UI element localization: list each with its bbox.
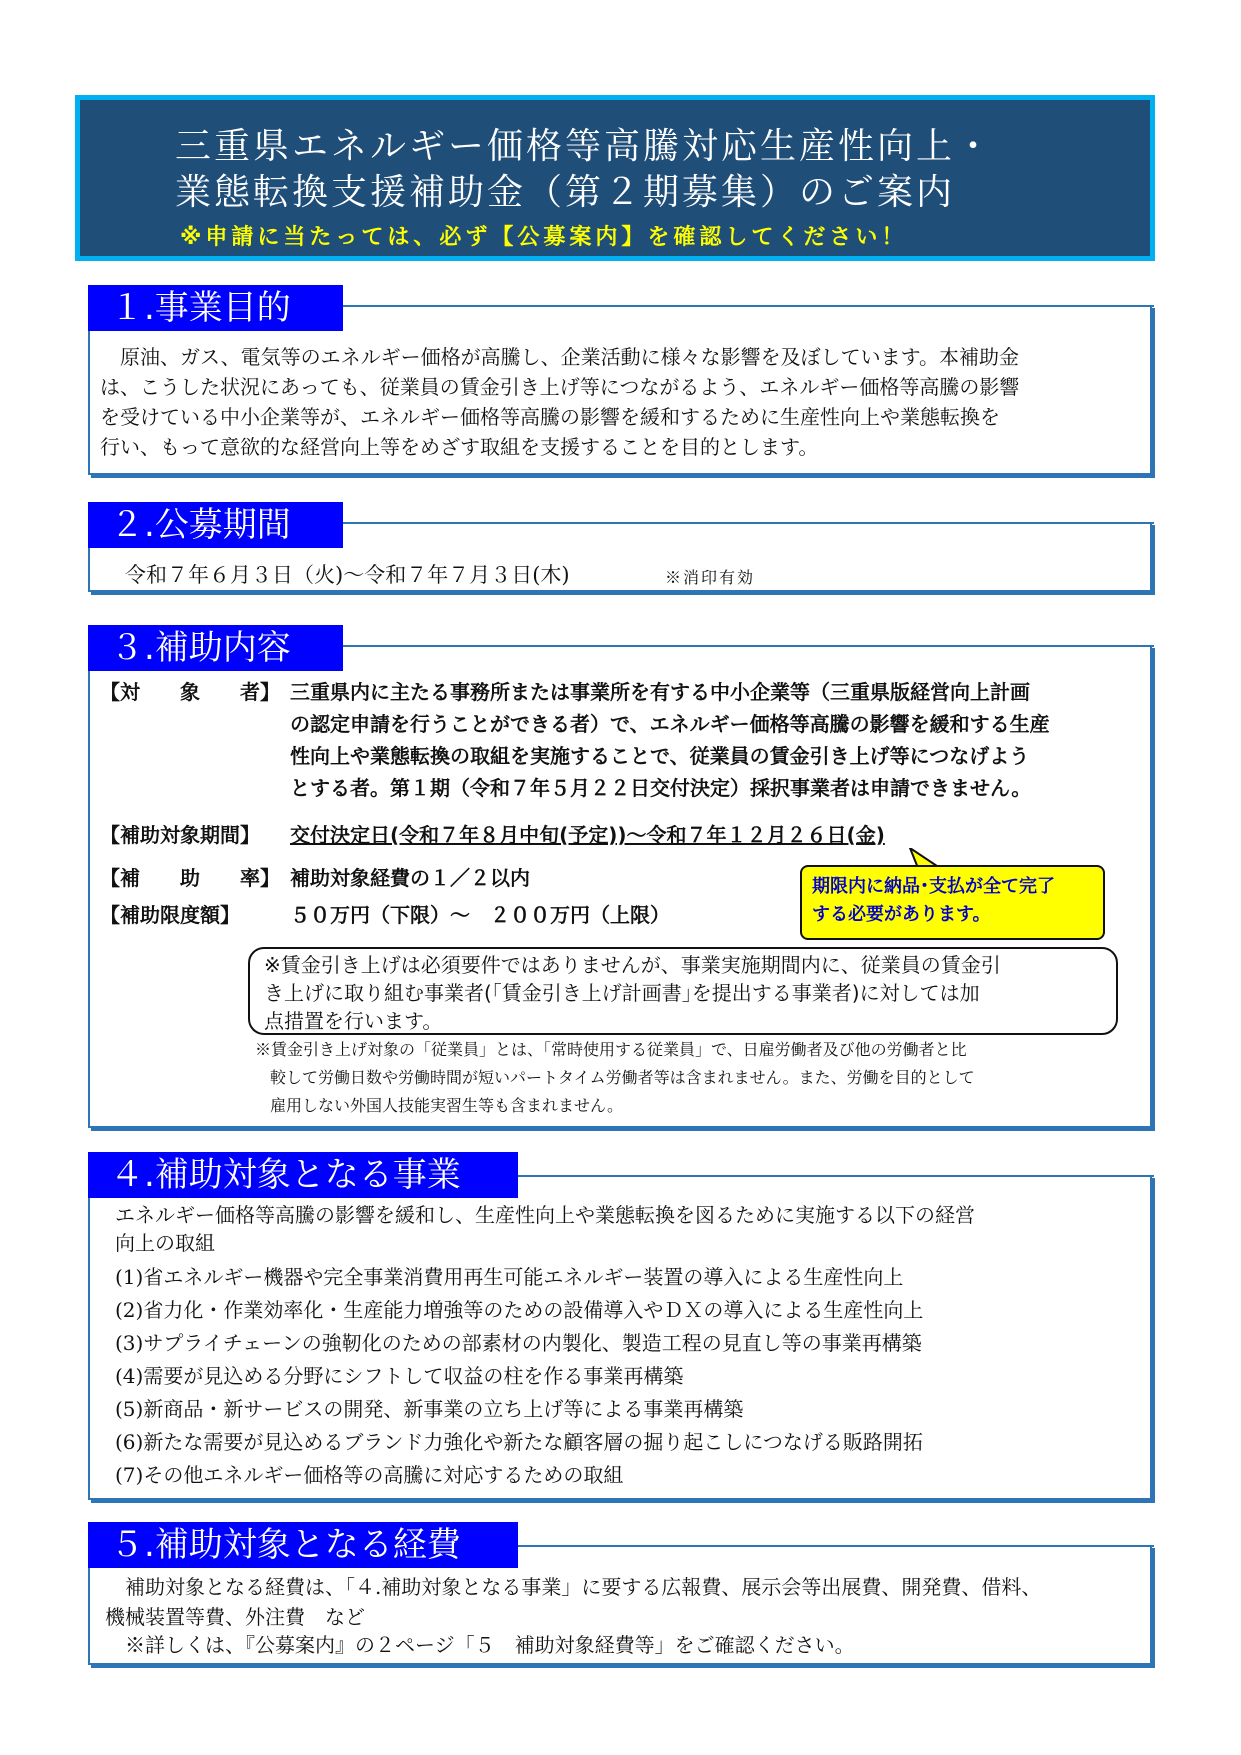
footnote-line-2: 較して労働日数や労働時間が短いパートタイム労働者等は含まれません。また、労働を目的として — [270, 1068, 975, 1087]
project-item-4: (4)需要が見込める分野にシフトして収益の柱を作る事業再構築 — [115, 1364, 684, 1388]
rate-label: 【補 助 率】 — [100, 866, 280, 890]
section-subsidy-heading: ３.補助内容 — [88, 625, 343, 671]
section-period-heading: ２.公募期間 — [88, 502, 343, 548]
project-item-3: (3)サプライチェーンの強靭化のための部素材の内製化、製造工程の見直し等の事業再構築 — [115, 1331, 922, 1355]
purpose-line-2: は、こうした状況にあっても、従業員の賃金引き上げ等につながるよう、エネルギー価格等高騰の影響 — [100, 375, 1020, 399]
target-line-4: とする者。第１期（令和７年５月２２日交付決定）採択事業者は申請できません。 — [290, 776, 1032, 800]
wage-note-line-2: き上げに取り組む事業者(｢賃金引き上げ計画書｣を提出する事業者)に対しては加 — [264, 981, 980, 1005]
section-line — [345, 522, 1154, 524]
section-line — [520, 1545, 1154, 1547]
projects-intro-2: 向上の取組 — [115, 1231, 215, 1255]
footnote-line-1: ※賃金引き上げ対象の「従業員」とは、「常時使用する従業員」で、日雇労働者及び他の労働者と比 — [255, 1040, 967, 1059]
section-line — [345, 645, 1154, 647]
title-notice: ※申請に当たっては、必ず【公募案内】を確認してください！ — [180, 225, 908, 250]
deadline-callout — [800, 865, 1105, 940]
limit-label: 【補助限度額】 — [100, 903, 240, 927]
purpose-line-3: を受けている中小企業等が、エネルギー価格等高騰の影響を緩和するために生産性向上や業態転換を — [100, 405, 1000, 429]
section-projects-heading: ４.補助対象となる事業 — [88, 1152, 518, 1198]
section-purpose-heading: １.事業目的 — [88, 285, 343, 331]
limit-value: ５０万円（下限）～ ２００万円（上限） — [290, 903, 670, 927]
footnote-line-3: 雇用しない外国人技能実習生等も含まれません。 — [270, 1096, 623, 1115]
section-expenses-heading: ５.補助対象となる経費 — [88, 1522, 518, 1568]
project-item-7: (7)その他エネルギー価格等の高騰に対応するための取組 — [115, 1463, 624, 1487]
project-item-5: (5)新商品・新サービスの開発、新事業の立ち上げ等による事業再構築 — [115, 1397, 744, 1421]
postmark-note: ※消印有効 — [665, 568, 756, 587]
purpose-line-1: 原油、ガス、電気等のエネルギー価格が高騰し、企業活動に様々な影響を及ぼしています。本補助金 — [100, 345, 1019, 369]
section-line — [520, 1175, 1154, 1177]
callout-line-2: する必要があります。 — [812, 904, 991, 925]
period-label: 【補助対象期間】 — [100, 823, 260, 847]
wage-note-line-3: 点措置を行います。 — [264, 1009, 443, 1033]
expenses-line-3: ※詳しくは、『公募案内』の２ページ「５ 補助対象経費等」をご確認ください。 — [105, 1633, 855, 1657]
page-title-line1: 三重県エネルギー価格等高騰対応生産性向上・ — [175, 126, 995, 167]
project-item-1: (1)省エネルギー機器や完全事業消費用再生可能エネルギー装置の導入による生産性向上 — [115, 1265, 904, 1289]
expenses-line-2: 機械装置等費、外注費 など — [105, 1605, 365, 1629]
section-line — [345, 305, 1154, 307]
target-label: 【対 象 者】 — [100, 680, 280, 704]
project-item-2: (2)省力化・作業効率化・生産能力増強等のための設備導入やＤＸの導入による生産性向上 — [115, 1298, 924, 1322]
wage-note-line-1: ※賃金引き上げは必須要件ではありませんが、事業実施期間内に、従業員の賃金引 — [264, 953, 1001, 977]
target-line-2: の認定申請を行うことができる者）で、エネルギー価格等高騰の影響を緩和する生産 — [290, 712, 1050, 736]
wage-increase-note-box — [248, 947, 1118, 1035]
purpose-line-4: 行い、もって意欲的な経営向上等をめざす取組を支援することを目的とします。 — [100, 435, 819, 459]
application-period: 令和７年６月３日（火)～令和７年７月３日(木) — [125, 563, 570, 587]
target-line-3: 性向上や業態転換の取組を実施することで、従業員の賃金引き上げ等につなげよう — [290, 744, 1030, 768]
title-banner — [75, 95, 1155, 261]
projects-intro-1: エネルギー価格等高騰の影響を緩和し、生産性向上や業態転換を図るために実施する以下の経営 — [115, 1203, 975, 1227]
rate-value: 補助対象経費の１／２以内 — [290, 866, 530, 890]
period-value: 交付決定日(令和７年８月中旬(予定))～令和７年１２月２６日(金) — [290, 823, 885, 847]
project-item-6: (6)新たな需要が見込めるブランド力強化や新たな顧客層の掘り起こしにつなげる販路開拓 — [115, 1430, 923, 1454]
target-line-1: 三重県内に主たる事務所または事業所を有する中小企業等（三重県版経営向上計画 — [290, 680, 1030, 704]
callout-line-1: 期限内に納品･支払が全て完了 — [812, 876, 1055, 897]
page-title-line2: 業態転換支援補助金（第２期募集）のご案内 — [175, 172, 956, 213]
expenses-line-1: 補助対象となる経費は、「４.補助対象となる事業」に要する広報費、展示会等出展費、開発費、借料、 — [105, 1575, 1042, 1599]
